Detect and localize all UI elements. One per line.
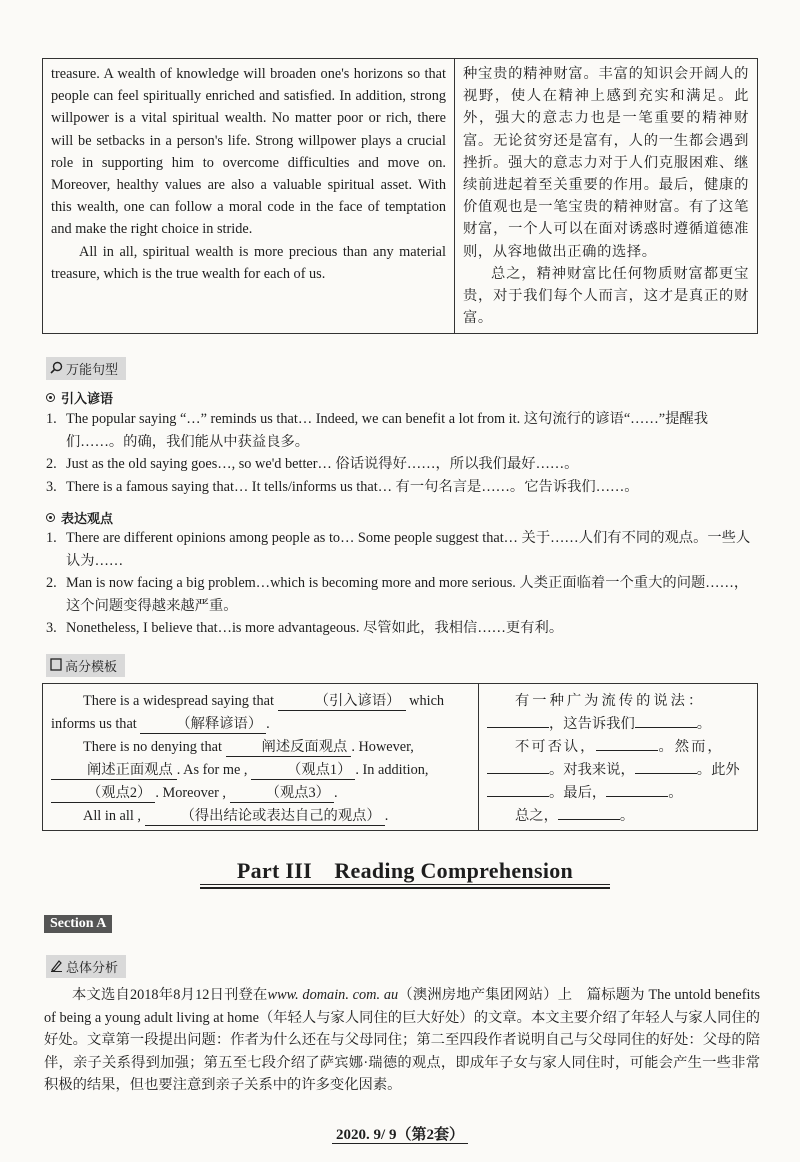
source-url: www. domain. com. au (267, 987, 399, 1003)
template-zh-line-5 (487, 782, 749, 805)
essay-en-paragraph-2: All in all, spiritual wealth is more precious than any material treasure, which is the true wealth for each of us. (51, 243, 446, 282)
blank-introduce-saying: （引入谚语） (278, 692, 406, 711)
item-text: Man is now facing a big problem…which is becoming more and more serious. 人类正面临着一个重大的问题……，这个问题变得越来越严重。 (66, 575, 749, 614)
group2-list (46, 527, 758, 640)
list-item (46, 617, 758, 640)
blank-line (635, 759, 697, 774)
sentences-tag-label: 万能句型 (66, 363, 119, 378)
analysis-tag (46, 955, 126, 978)
template-text: which informs us that (51, 693, 445, 732)
blank-line (606, 782, 668, 797)
template-english (43, 684, 479, 830)
list-item (46, 408, 758, 453)
blank-opposing-view: 阐述反面观点 (226, 738, 352, 757)
group1-heading (46, 388, 113, 407)
analysis-paragraph (44, 984, 760, 1097)
analysis-text: （澳洲房地产集团网站）上 篇标题为 The untold benefits of being a young adult living at home（年轻人与家人同住的巨大好处）的文章。本文主要介绍了年轻人与家人同住的好处。文章第一段提出问题：作者为什么还在与父母同住；第二至四段作者说明自己与父母同住的好处：父母的陪伴，亲子关系得到加强；第五至七段介绍了萨宾娜·瑞德的观点，即成年子女与家人同住时，可能会产生一些非常积极的结果，但也要注意到亲子关系中的许多变化因素。 (44, 987, 761, 1093)
template-text: 不可否认， (515, 739, 597, 755)
group1-title: 引入谚语 (61, 392, 114, 407)
template-en-line-1 (51, 690, 470, 736)
template-zh-line-6 (487, 805, 749, 828)
template-text: 。对我来说， (549, 762, 635, 778)
template-text: . (333, 785, 338, 801)
item-text: Just as the old saying goes…, so we'd better… 俗话说得好……，所以我们最好……。 (66, 456, 579, 472)
template-zh-line-3 (487, 736, 749, 759)
document-icon (50, 658, 62, 674)
template-text: . Moreover , (155, 785, 227, 801)
sentences-tag (46, 357, 126, 380)
template-text: 。此外 (696, 762, 740, 778)
item-text: The popular saying “…” reminds us that… Indeed, we can benefit a lot from it. 这句流行的谚语“……”提醒我们……。的确，我们能从中获益良多。 (66, 411, 709, 450)
essay-en-paragraph-1: treasure. A wealth of knowledge will broaden one's horizons so that people can feel spiritually enriched and satisfied. In addition, strong willpower is a vital spiritual wealth. No matter poor or rich, there will be setbacks in a person's life. Strong willpower plays a crucial role in supporting him to overcome difficulties and move on. Moreover, healthy values are also a valuable spiritual asset. With this wealth, one can follow a moral code in the face of temptation and make the right choice in stride. (51, 66, 446, 238)
template-text: 总之， (515, 808, 558, 824)
blank-line (596, 736, 658, 751)
item-number: 2. (46, 456, 57, 472)
item-text: There are different opinions among people as to… Some people suggest that… 关于……人们有不同的观点。一些人认为…… (66, 530, 751, 569)
item-number: 3. (46, 478, 57, 495)
essay-zh-paragraph-1: 种宝贵的精神财富。丰富的知识会开阔人的视野，使人在精神上感到充实和满足。此外，强大的意志力也是一笔重要的精神财富。无论贫穷还是富有，人的一生都会遇到挫折。强大的意志力对于人们克服困难、继续前进起着至关重要的作用。最后，健康的价值观也是一笔宝贵的精神财富。有了这笔财富，一个人可以在面对诱惑时遵循道德准则，从容地做出正确的选择。 (463, 66, 749, 260)
template-text: 。 (619, 808, 635, 824)
blank-point-2: （观点2） (51, 784, 155, 803)
template-text: 。 (696, 716, 712, 732)
item-text: There is a famous saying that… It tells/informs us that… 有一句名言是……。它告诉我们……。 (66, 478, 639, 495)
template-text: . (384, 808, 389, 824)
template-zh-line-4 (487, 759, 749, 782)
template-text: . (266, 716, 270, 732)
template-text: 。 (668, 785, 683, 801)
analysis-tag-label: 总体分析 (66, 961, 119, 976)
template-text: . As for me , (176, 762, 248, 778)
template-text: 。最后， (549, 785, 607, 801)
list-item (46, 527, 758, 572)
blank-line (487, 713, 549, 728)
blank-line (487, 759, 549, 774)
template-text: 。然而， (658, 739, 724, 755)
template-text: All in all , (83, 808, 141, 824)
sample-essay-box (42, 58, 758, 334)
template-en-line-3 (51, 805, 470, 828)
blank-point-1: （观点1） (251, 761, 355, 780)
template-text: There is no denying that (83, 739, 222, 755)
item-number: 3. (46, 620, 57, 636)
page-footer (0, 1123, 800, 1144)
group2-title: 表达观点 (61, 512, 114, 527)
template-text: ，这告诉我们 (549, 716, 635, 732)
group1-list (46, 408, 758, 498)
group2-heading (46, 508, 113, 527)
magnifier-icon (50, 361, 63, 377)
pen-icon (50, 959, 63, 975)
template-chinese (479, 684, 757, 830)
template-text: . In addition, (355, 762, 429, 778)
template-text: . However, (351, 739, 414, 755)
bullet-target-icon (46, 393, 55, 402)
template-zh-line-2 (487, 713, 749, 736)
template-text: There is a widespread saying that (83, 693, 274, 709)
template-tag-label: 高分模板 (65, 660, 118, 675)
list-item (46, 572, 758, 617)
blank-explain-saying: （解释谚语） (140, 715, 266, 734)
overall-analysis (44, 984, 760, 1097)
template-zh-line-1 (487, 690, 749, 713)
item-number: 2. (46, 575, 57, 591)
list-item (46, 453, 758, 476)
essay-chinese (455, 59, 757, 333)
analysis-text: 本文选自2018年8月12日刊登在 (72, 987, 268, 1003)
blank-line (487, 782, 549, 797)
item-number: 1. (46, 411, 57, 427)
template-text: 有一种广为流传的说法： (515, 693, 706, 709)
section-a-label: Section A (44, 915, 112, 933)
issue-number: 2020. 9/ 9（第2套） (332, 1127, 468, 1144)
blank-conclusion: （得出结论或表达自己的观点） (145, 807, 385, 826)
template-en-line-2 (51, 736, 470, 805)
part-title: Part III Reading Comprehension (236, 858, 574, 883)
blank-point-3: （观点3） (230, 784, 334, 803)
blank-line (635, 713, 697, 728)
essay-english (43, 59, 455, 333)
essay-zh-paragraph-2: 总之，精神财富比任何物质财富都更宝贵，对于我们每个人而言，这才是真正的财富。 (463, 265, 749, 327)
blank-line (558, 805, 620, 820)
blank-supporting-view: 阐述正面观点 (51, 761, 177, 780)
item-text: Nonetheless, I believe that…is more advantageous. 尽管如此，我相信……更有利。 (66, 620, 564, 636)
template-tag (46, 654, 125, 677)
template-box (42, 683, 758, 831)
title-rule (200, 884, 610, 885)
title-rule (200, 887, 610, 889)
item-number: 1. (46, 530, 57, 546)
list-item (46, 476, 758, 499)
bullet-target-icon (46, 513, 55, 522)
